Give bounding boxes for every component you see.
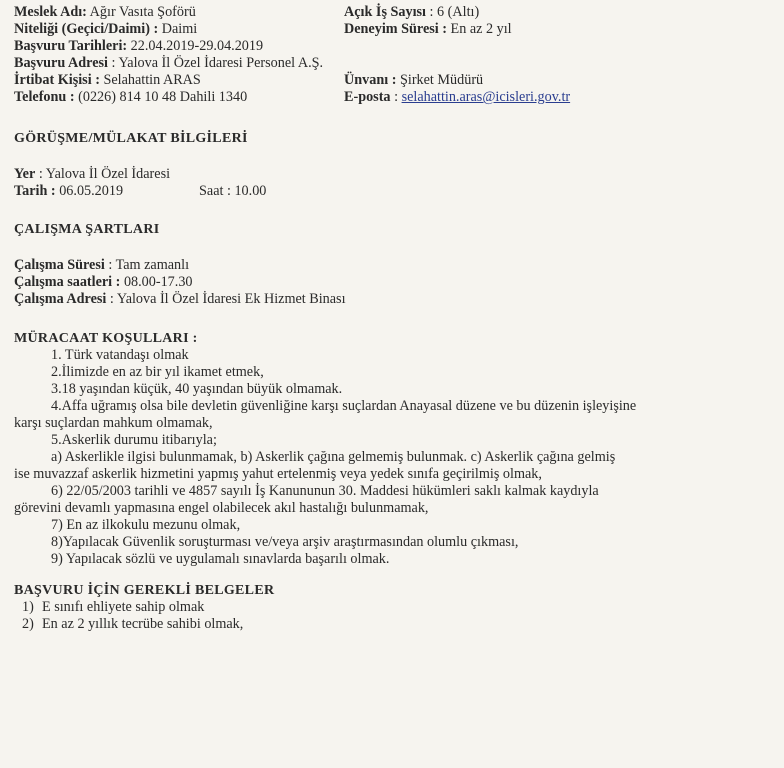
calisma-adres-value: : Yalova İl Özel İdaresi Ek Hizmet Binası — [106, 291, 346, 307]
interview-tarih-row — [14, 183, 754, 200]
job-row-2 — [14, 21, 754, 38]
condition-3: 3.18 yaşından küçük, 40 yaşından büyük olmamak. — [51, 381, 343, 397]
interview-title: GÖRÜŞME/MÜLAKAT BİLGİLERİ — [14, 131, 248, 146]
basvuru-tarih-label: Başvuru Tarihleri: — [14, 38, 128, 54]
condition-7: 7) En az ilkokulu mezunu olmak, — [51, 517, 241, 533]
basvuru-tarih-value: 22.04.2019-29.04.2019 — [127, 38, 264, 54]
deneyim-label: Deneyim Süresi : — [344, 21, 447, 37]
deneyim-value: En az 2 yıl — [446, 21, 512, 37]
condition-6b: görevini devamlı yapmasına engel olabilecek akıl hastalığı bulunmamak, — [14, 500, 429, 516]
documents-title: BAŞVURU İÇİN GEREKLİ BELGELER — [14, 583, 275, 598]
eposta-label: E-posta — [344, 89, 391, 105]
job-row-5 — [14, 72, 754, 89]
documents-list — [14, 599, 754, 633]
calisma-adres-label: Çalışma Adresi — [14, 291, 107, 307]
condition-6a: 6) 22/05/2003 tarihli ve 4857 sayılı İş Kanununun 30. Maddesi hükümleri saklı kalmak kaydıyla — [51, 483, 599, 499]
document-item — [22, 599, 754, 616]
work-title: ÇALIŞMA ŞARTLARI — [14, 222, 160, 237]
document-item-text: En az 2 yıllık tecrübe sahibi olmak, — [42, 616, 244, 632]
basvuru-adres-value: : Yalova İl Özel İdaresi Personel A.Ş. — [107, 55, 324, 71]
acik-is-label: Açık İş Sayısı — [344, 4, 426, 20]
document-item-num: 2) — [22, 616, 34, 632]
document-item-num: 1) — [22, 599, 34, 615]
basvuru-adres-label: Başvuru Adresi — [14, 55, 108, 71]
telefon-value: (0226) 814 10 48 Dahili 1340 — [74, 89, 248, 105]
condition-5a: a) Askerlikle ilgisi bulunmamak, b) Askerlik çağına gelmemiş bulunmak. c) Askerlik çağına gelmiş — [51, 449, 616, 465]
eposta-link[interactable]: selahattin.aras@icisleri.gov.tr — [401, 89, 571, 105]
nitelik-label: Niteliği (Geçici/Daimi) : — [14, 21, 159, 37]
condition-5: 5.Askerlik durumu itibarıyla; — [51, 432, 217, 448]
eposta-sep: : — [390, 89, 402, 105]
tarih-label: Tarih : — [14, 183, 56, 199]
saat-value: Saat : 10.00 — [199, 183, 267, 199]
condition-8: 8)Yapılacak Güvenlik soruşturması ve/veya arşiv araştırmasından olumlu çıkması, — [51, 534, 519, 550]
unvan-label: Ünvanı : — [344, 72, 397, 88]
work-saat-row — [14, 274, 754, 291]
conditions-title: MÜRACAAT KOŞULLARI : — [14, 331, 198, 346]
irtibat-value: Selahattin ARAS — [99, 72, 201, 88]
work-sure-row — [14, 257, 754, 274]
sure-label: Çalışma Süresi — [14, 257, 105, 273]
job-row-6 — [14, 89, 754, 106]
document-item — [22, 616, 754, 633]
yer-label: Yer — [14, 166, 36, 182]
condition-4b: karşı suçlardan mahkum olmamak, — [14, 415, 213, 431]
unvan-value: Şirket Müdürü — [396, 72, 484, 88]
sure-value: : Tam zamanlı — [104, 257, 190, 273]
job-row-4 — [14, 55, 754, 72]
telefon-label: Telefonu : — [14, 89, 75, 105]
meslek-label: Meslek Adı: — [14, 4, 87, 20]
tarih-value: 06.05.2019 — [55, 183, 124, 199]
condition-5b: ise muvazzaf askerlik hizmetini yapmış yahut ertelenmiş veya yedek sınıfa geçirilmiş olmak, — [14, 466, 542, 482]
document-item-text: E sınıfı ehliyete sahip olmak — [42, 599, 205, 615]
job-row-1 — [14, 4, 754, 21]
nitelik-value: Daimi — [158, 21, 198, 37]
condition-4a: 4.Affa uğramış olsa bile devletin güvenliğine karşı suçlardan Anayasal düzene ve bu düzenin işleyişine — [51, 398, 637, 414]
work-adres-row — [14, 291, 754, 308]
job-row-3 — [14, 38, 754, 55]
acik-is-value: : 6 (Altı) — [426, 4, 480, 20]
calisma-saat-label: Çalışma saatleri : — [14, 274, 121, 290]
meslek-value: Ağır Vasıta Şoförü — [86, 4, 196, 20]
interview-yer-row — [14, 166, 754, 183]
condition-1: 1. Türk vatandaşı olmak — [51, 347, 189, 363]
calisma-saat-value: 08.00-17.30 — [120, 274, 193, 290]
irtibat-label: İrtibat Kişisi : — [14, 72, 100, 88]
yer-value: : Yalova İl Özel İdaresi — [35, 166, 171, 182]
condition-9: 9) Yapılacak sözlü ve uygulamalı sınavlarda başarılı olmak. — [51, 551, 390, 567]
condition-2: 2.İlimizde en az bir yıl ikamet etmek, — [51, 364, 264, 380]
